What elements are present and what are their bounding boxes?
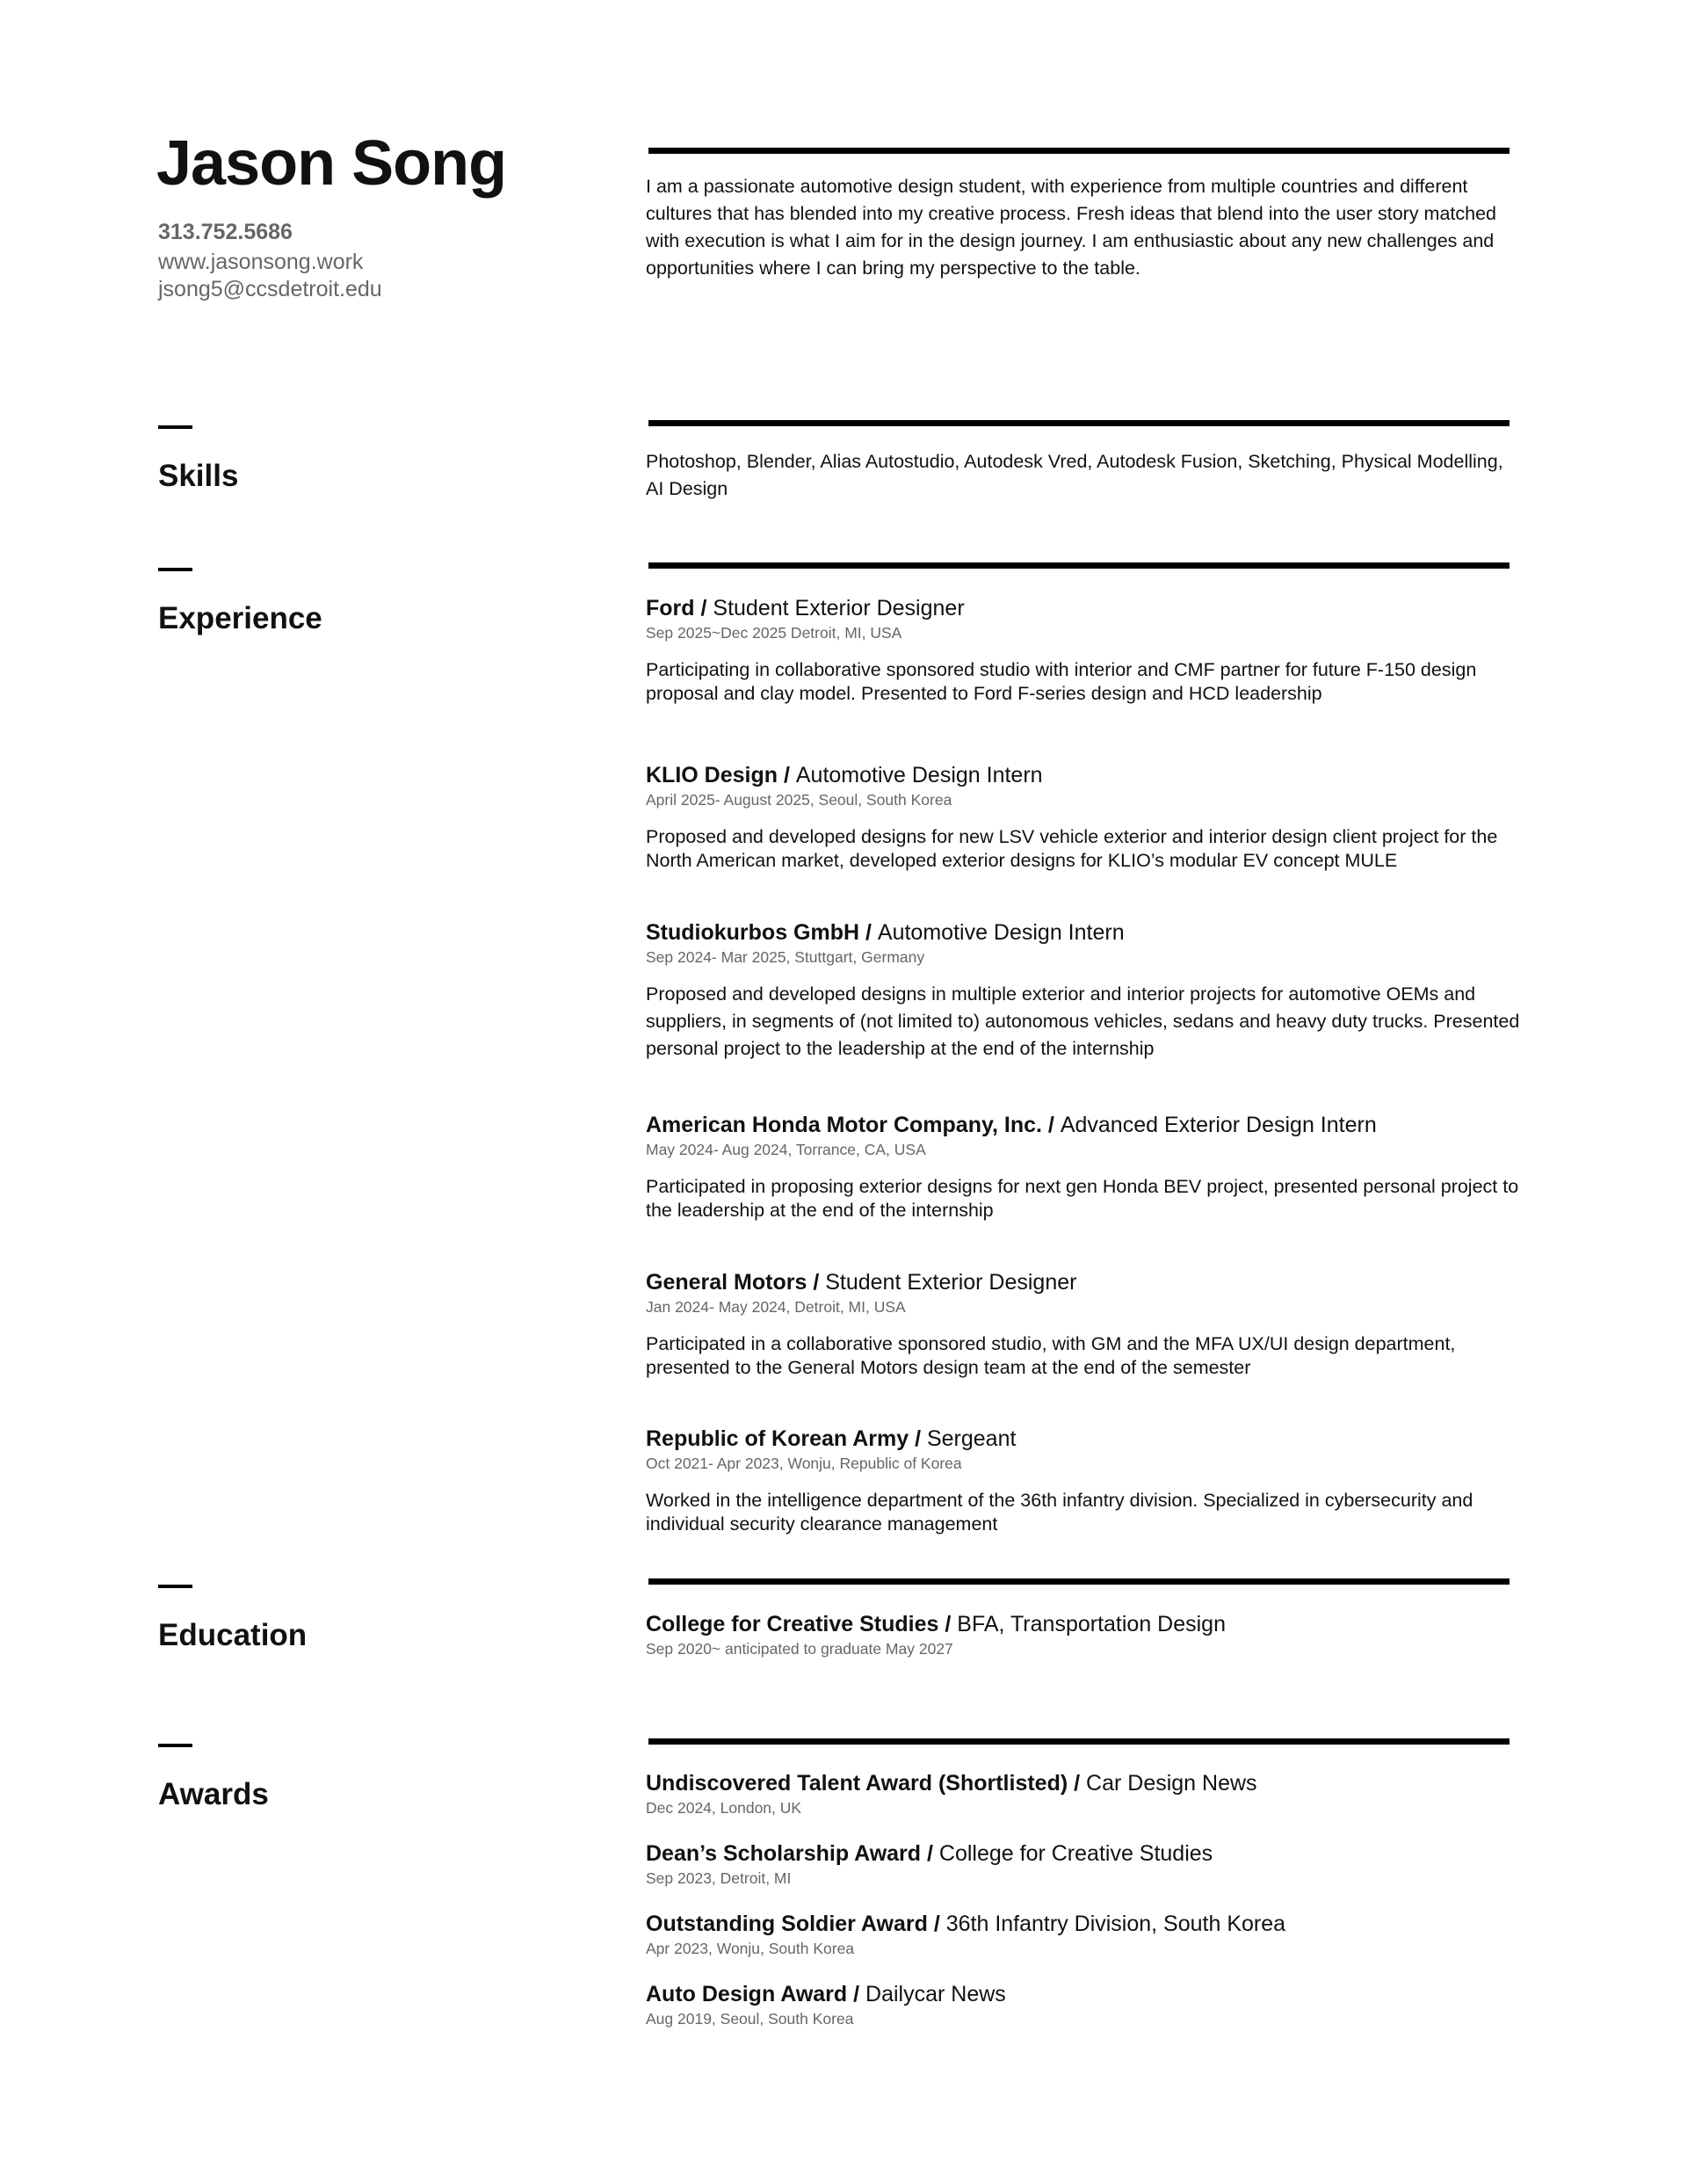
entry-sep: / bbox=[778, 763, 796, 787]
entry-org: Republic of Korean Army bbox=[646, 1426, 909, 1451]
award-entry bbox=[646, 1910, 1533, 1959]
entry-org: Dean’s Scholarship Award bbox=[646, 1841, 922, 1866]
education-divider bbox=[648, 1578, 1510, 1585]
entry-meta: Oct 2021- Apr 2023, Wonju, Republic of Korea bbox=[646, 1455, 962, 1472]
candidate-name: Jason Song bbox=[156, 128, 507, 199]
entry-org: KLIO Design bbox=[646, 763, 778, 787]
entry-org: General Motors bbox=[646, 1270, 807, 1295]
entry-meta: April 2025- August 2025, Seoul, South Korea bbox=[646, 791, 952, 809]
entry-org: Studiokurbos GmbH bbox=[646, 920, 860, 945]
entry-meta: Sep 2020~ anticipated to graduate May 2027 bbox=[646, 1640, 953, 1658]
entry-org: Auto Design Award bbox=[646, 1982, 848, 2006]
entry-meta: Aug 2019, Seoul, South Korea bbox=[646, 2010, 854, 2028]
entry-meta: Sep 2025~Dec 2025 Detroit, MI, USA bbox=[646, 624, 902, 642]
entry-role: Sergeant bbox=[926, 1426, 1017, 1451]
education-dash bbox=[158, 1585, 192, 1588]
award-entry bbox=[646, 1769, 1533, 1818]
email-link[interactable]: jsong5@ccsdetroit.edu bbox=[158, 277, 382, 301]
skills-list: Photoshop, Blender, Alias Autostudio, Autodesk Vred, Autodesk Fusion, Sketching, Physical Modelling, AI Design bbox=[646, 451, 1503, 499]
entry-meta: Dec 2024, London, UK bbox=[646, 1799, 802, 1817]
entry-sep: / bbox=[921, 1841, 939, 1866]
awards-dash bbox=[158, 1744, 192, 1747]
entry-role: Student Exterior Designer bbox=[713, 596, 965, 620]
entry-role: Advanced Exterior Design Intern bbox=[1060, 1113, 1377, 1137]
entry-org: College for Creative Studies bbox=[646, 1612, 939, 1636]
entry-role: Automotive Design Intern bbox=[795, 763, 1043, 787]
award-entry bbox=[646, 1839, 1533, 1889]
entry-org: Undiscovered Talent Award (Shortlisted) bbox=[646, 1771, 1068, 1796]
entry-description: Worked in the intelligence department of the 36th infantry division. Specialized in cybersecurity and individual security clearance management bbox=[646, 1490, 1473, 1535]
phone-number: 313.752.5686 bbox=[158, 220, 293, 244]
entry-meta: May 2024- Aug 2024, Torrance, CA, USA bbox=[646, 1141, 926, 1158]
experience-entry bbox=[646, 1268, 1533, 1380]
entry-role: College for Creative Studies bbox=[938, 1841, 1213, 1866]
awards-title: Awards bbox=[158, 1777, 269, 1811]
entry-role: 36th Infantry Division, South Korea bbox=[945, 1912, 1286, 1936]
entry-meta: Sep 2024- Mar 2025, Stuttgart, Germany bbox=[646, 948, 925, 966]
intro-paragraph: I am a passionate automotive design student, with experience from multiple countries and different cultures that has blended into my creative process. Fresh ideas that blend into the user story matched with execution is what I aim for in the design journey. I am enthusiastic about any new challenges and opportunities where I can bring my perspective to the table. bbox=[646, 176, 1497, 279]
experience-entry bbox=[646, 918, 1533, 1063]
website-link[interactable]: www.jasonsong.work bbox=[158, 250, 364, 274]
entry-meta: Sep 2023, Detroit, MI bbox=[646, 1869, 792, 1887]
intro-divider bbox=[648, 148, 1510, 154]
education-title: Education bbox=[158, 1618, 308, 1652]
entry-org: Ford bbox=[646, 596, 695, 620]
entry-sep: / bbox=[1041, 1113, 1061, 1137]
entry-role: Student Exterior Designer bbox=[825, 1270, 1077, 1295]
experience-entry bbox=[646, 1425, 1533, 1536]
entry-role: Car Design News bbox=[1086, 1771, 1257, 1796]
award-entry bbox=[646, 1980, 1533, 2029]
experience-entry bbox=[646, 761, 1533, 873]
entry-description: Proposed and developed designs in multiple exterior and interior projects for automotive OEMs and suppliers, in segments of (not limited to) autonomous vehicles, sedans and heavy duty trucks. Presented personal project to the leadership at the end of the internship bbox=[646, 983, 1520, 1059]
entry-role: BFA, Transportation Design bbox=[957, 1612, 1226, 1636]
entry-role: Automotive Design Intern bbox=[877, 920, 1125, 945]
entry-sep: / bbox=[847, 1982, 866, 2006]
entry-description: Participated in proposing exterior designs for next gen Honda BEV project, presented personal project to the leadership at the end of the internship bbox=[646, 1176, 1519, 1221]
skills-dash bbox=[158, 425, 192, 429]
entry-sep: / bbox=[927, 1912, 946, 1936]
entry-org: Outstanding Soldier Award bbox=[646, 1912, 928, 1936]
entry-sep: / bbox=[859, 920, 878, 945]
experience-dash bbox=[158, 568, 192, 571]
entry-sep: / bbox=[1068, 1771, 1087, 1796]
entry-sep: / bbox=[909, 1426, 927, 1451]
entry-role: Dailycar News bbox=[865, 1982, 1006, 2006]
experience-divider bbox=[648, 562, 1510, 569]
skills-title: Skills bbox=[158, 459, 239, 493]
entry-sep: / bbox=[807, 1270, 826, 1295]
entry-sep: / bbox=[694, 596, 713, 620]
entry-description: Participated in a collaborative sponsored studio, with GM and the MFA UX/UI design department, presented to the General Motors design team at the end of the semester bbox=[646, 1333, 1456, 1378]
entry-description: Participating in collaborative sponsored studio with interior and CMF partner for future F-150 design proposal and clay model. Presented to Ford F-series design and HCD leadership bbox=[646, 659, 1477, 704]
experience-entry bbox=[646, 594, 1533, 706]
entry-sep: / bbox=[938, 1612, 958, 1636]
entry-meta: Jan 2024- May 2024, Detroit, MI, USA bbox=[646, 1298, 906, 1316]
awards-divider bbox=[648, 1738, 1510, 1745]
entry-meta: Apr 2023, Wonju, South Korea bbox=[646, 1940, 855, 1957]
skills-divider bbox=[648, 420, 1510, 426]
experience-entry bbox=[646, 1111, 1533, 1223]
entry-description: Proposed and developed designs for new LSV vehicle exterior and interior design client project for the North American market, developed exterior designs for KLIO’s modular EV concept MULE bbox=[646, 826, 1498, 871]
experience-title: Experience bbox=[158, 601, 322, 635]
entry-org: American Honda Motor Company, Inc. bbox=[646, 1113, 1042, 1137]
education-entry bbox=[646, 1610, 1533, 1659]
